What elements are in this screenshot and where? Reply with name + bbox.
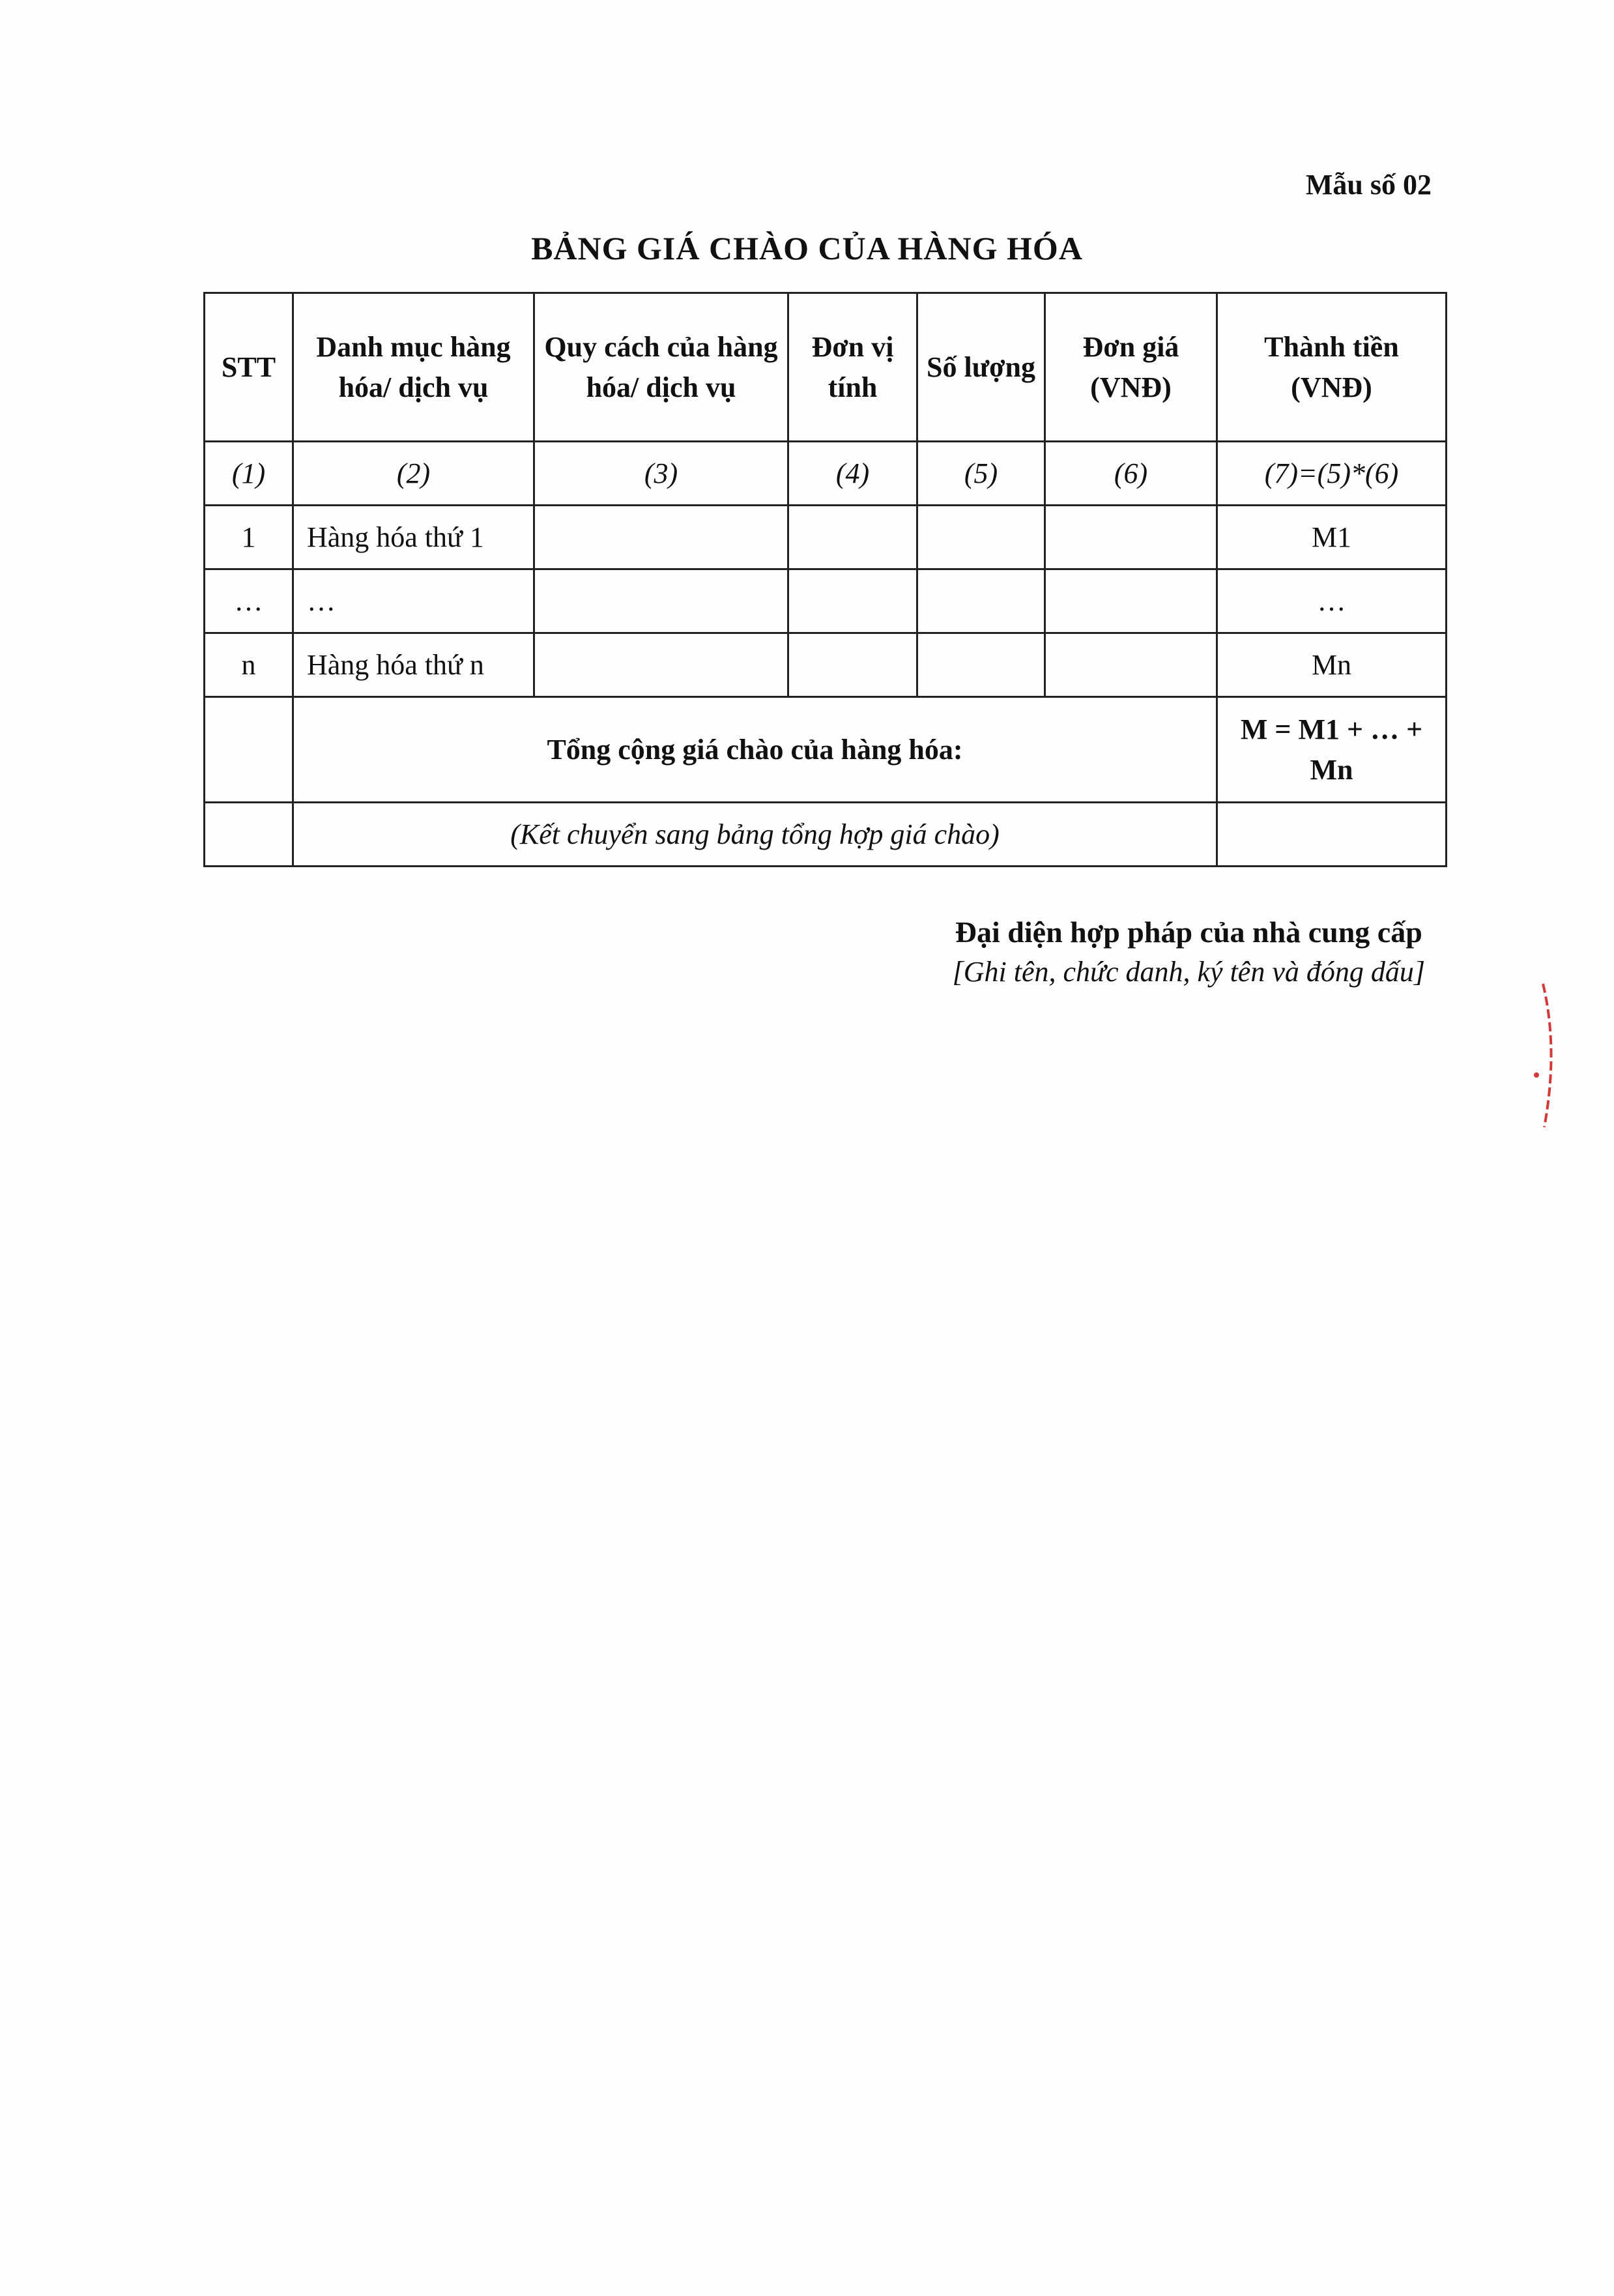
header-item-name: Danh mục hàng hóa/ dịch vụ <box>293 293 534 442</box>
table-row <box>205 506 1447 569</box>
column-number-row <box>205 442 1447 506</box>
cell-stt: … <box>205 569 293 633</box>
cell-stt: n <box>205 633 293 697</box>
cell-amount: M1 <box>1217 506 1447 569</box>
table-row <box>205 633 1447 697</box>
column-number: (1) <box>205 442 293 506</box>
cell-unit <box>788 569 917 633</box>
header-specification: Quy cách của hàng hóa/ dịch vụ <box>534 293 788 442</box>
signature-block <box>953 912 1425 991</box>
total-formula: M = M1 + … + Mn <box>1217 697 1447 803</box>
form-code: Mẫu số 02 <box>1305 169 1432 201</box>
transfer-stt-cell <box>205 803 293 867</box>
total-label: Tổng cộng giá chào của hàng hóa: <box>293 697 1217 803</box>
table-row <box>205 569 1447 633</box>
table-header-row <box>205 293 1447 442</box>
cell-amount: … <box>1217 569 1447 633</box>
header-quantity: Số lượng <box>917 293 1045 442</box>
transfer-note: (Kết chuyển sang bảng tổng hợp giá chào) <box>293 803 1217 867</box>
transfer-row <box>205 803 1447 867</box>
cell-specification <box>534 633 788 697</box>
cell-amount: Mn <box>1217 633 1447 697</box>
document-title: BẢNG GIÁ CHÀO CỦA HÀNG HÓA <box>531 230 1083 266</box>
signature-title: Đại diện hợp pháp của nhà cung cấp <box>955 915 1422 949</box>
column-number: (6) <box>1045 442 1217 506</box>
cell-unit-price <box>1045 569 1217 633</box>
cell-unit <box>788 633 917 697</box>
transfer-amount-cell <box>1217 803 1447 867</box>
cell-item-name: Hàng hóa thứ 1 <box>293 506 534 569</box>
cell-unit-price <box>1045 506 1217 569</box>
cell-quantity <box>917 633 1045 697</box>
column-number: (4) <box>788 442 917 506</box>
column-number: (3) <box>534 442 788 506</box>
cell-quantity <box>917 506 1045 569</box>
cell-specification <box>534 506 788 569</box>
signature-note: [Ghi tên, chức danh, ký tên và đóng dấu] <box>952 956 1425 988</box>
column-number: (2) <box>293 442 534 506</box>
price-quote-table <box>203 292 1447 867</box>
column-number: (5) <box>917 442 1045 506</box>
cell-unit <box>788 506 917 569</box>
cell-item-name: … <box>293 569 534 633</box>
total-row <box>205 697 1447 803</box>
header-amount: Thành tiền (VNĐ) <box>1217 293 1447 442</box>
header-unit-price: Đơn giá (VNĐ) <box>1045 293 1217 442</box>
cell-unit-price <box>1045 633 1217 697</box>
cell-item-name: Hàng hóa thứ n <box>293 633 534 697</box>
header-unit: Đơn vị tính <box>788 293 917 442</box>
cell-stt: 1 <box>205 506 293 569</box>
header-stt: STT <box>205 293 293 442</box>
stamp-edge-mark <box>1525 977 1564 1134</box>
column-number: (7)=(5)*(6) <box>1217 442 1447 506</box>
total-stt-cell <box>205 697 293 803</box>
cell-specification <box>534 569 788 633</box>
cell-quantity <box>917 569 1045 633</box>
